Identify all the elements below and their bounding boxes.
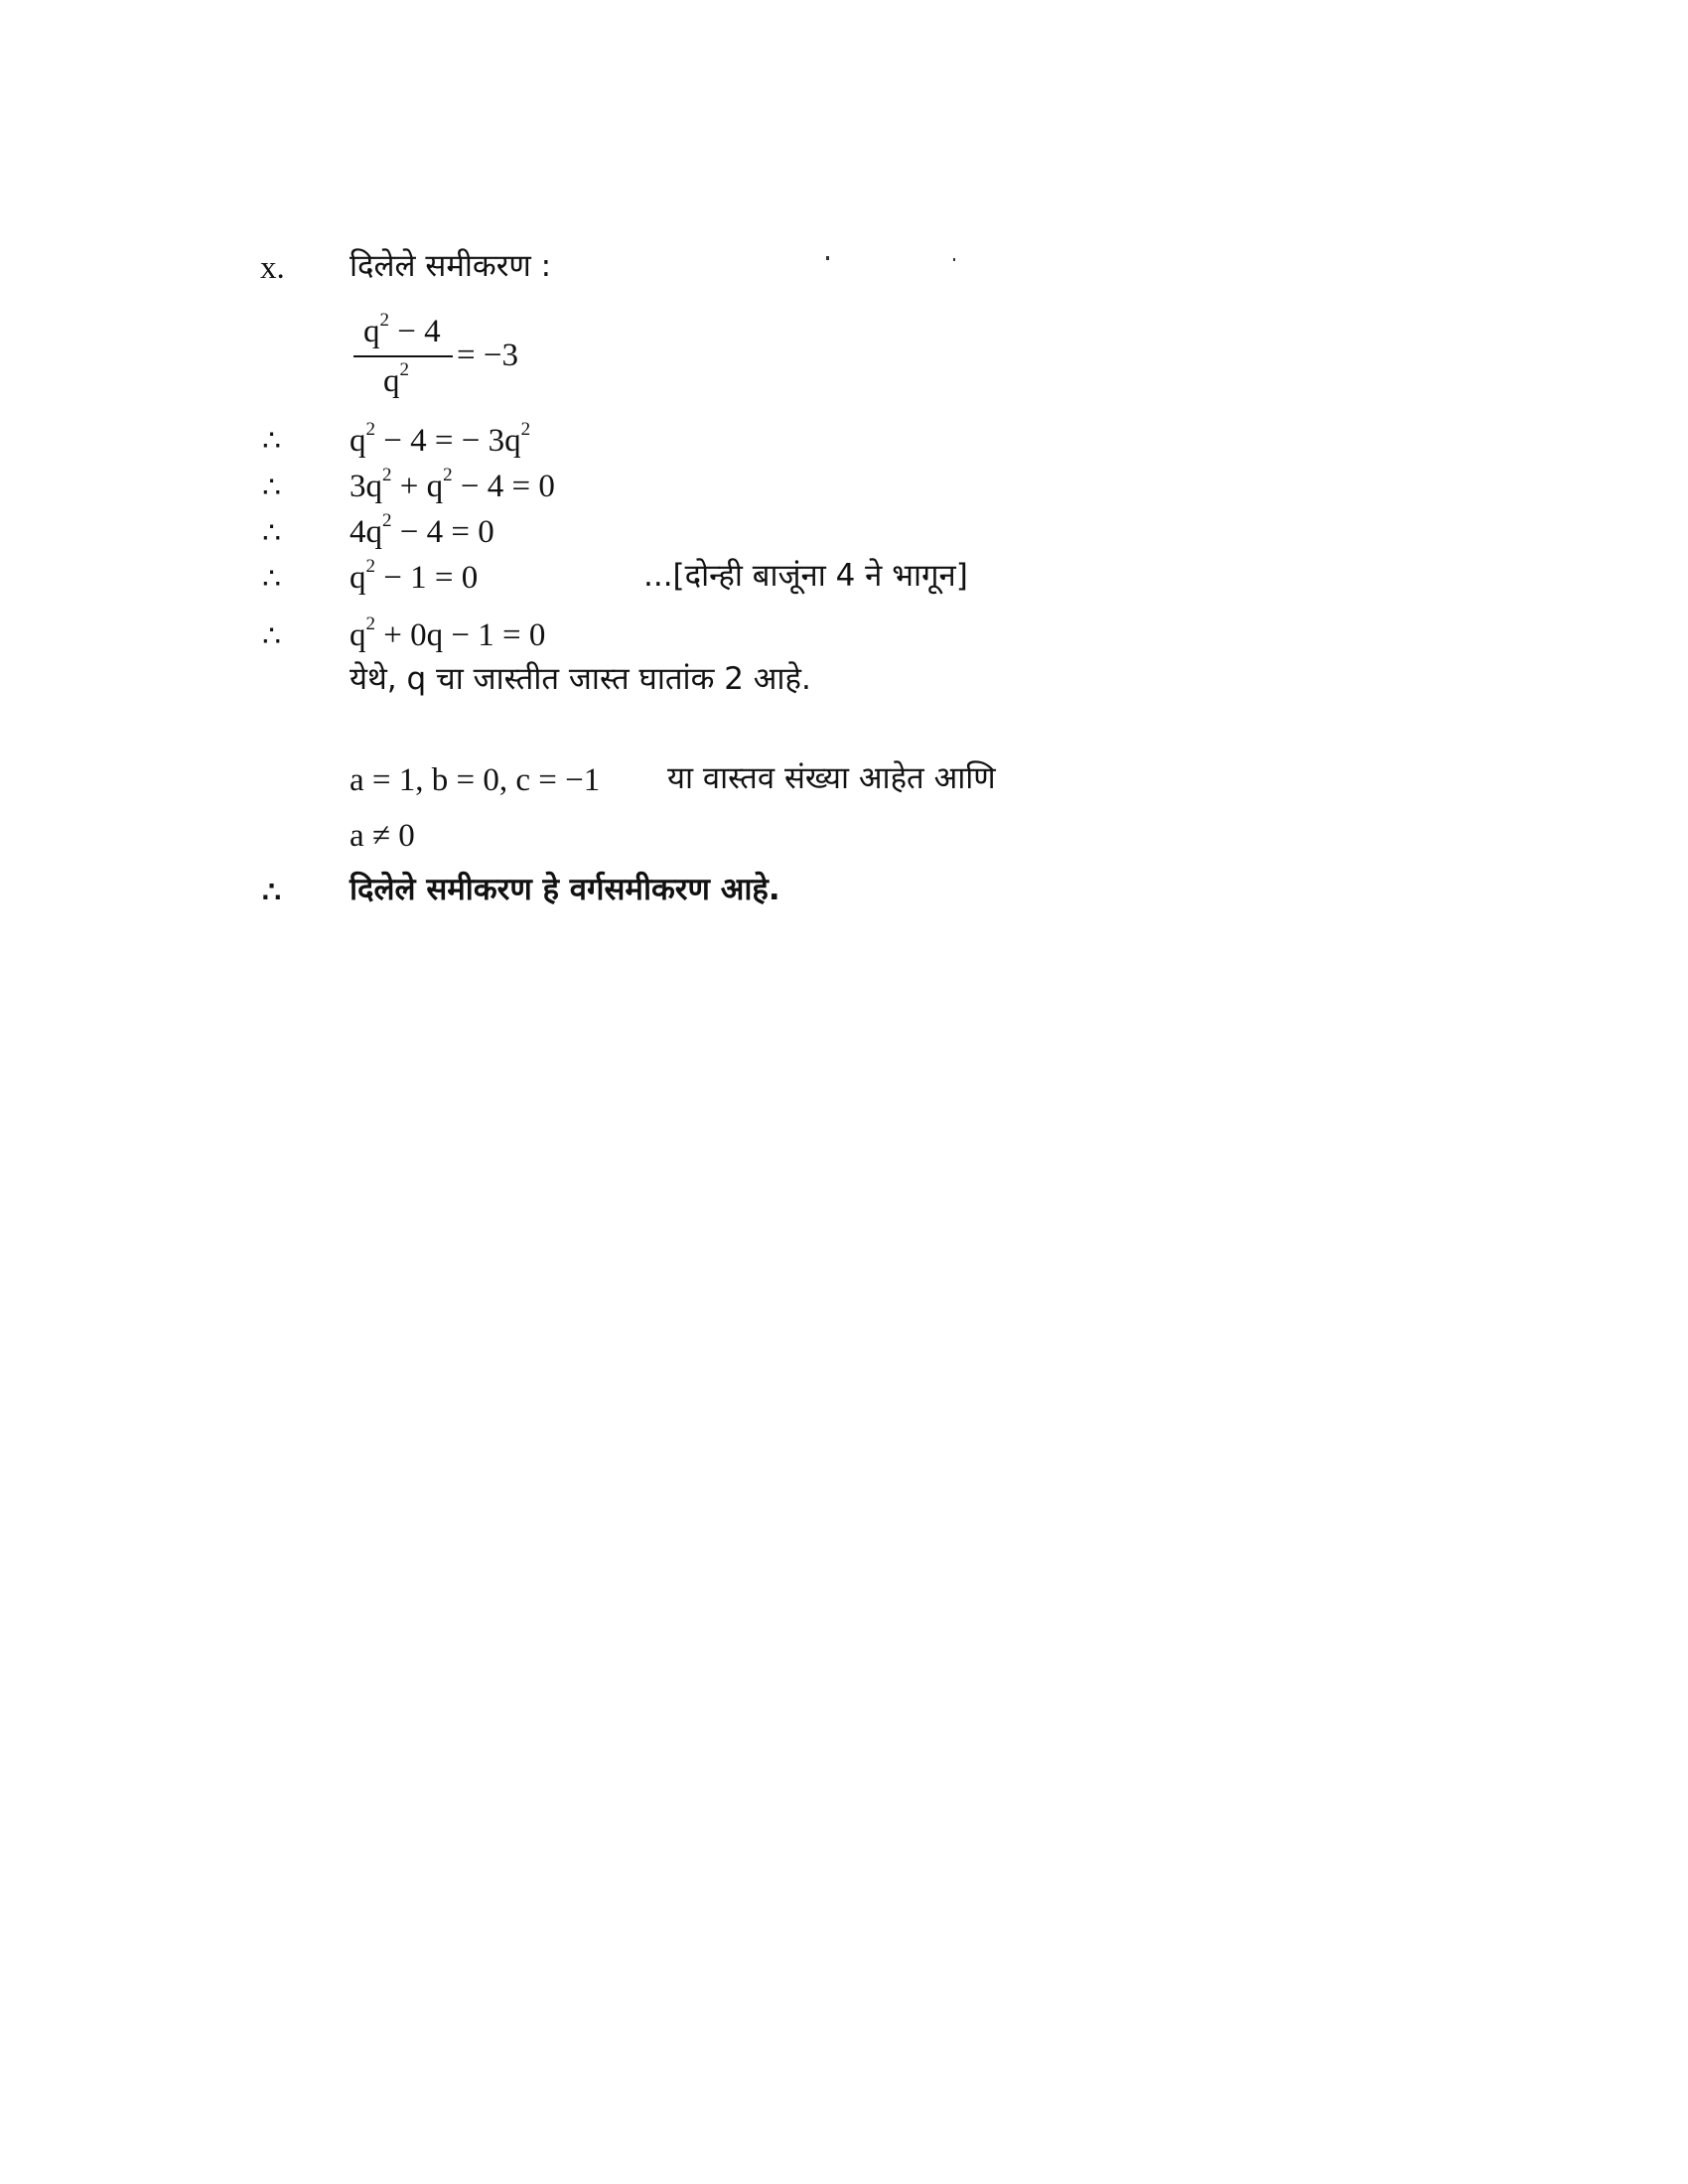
step-4-exponent: 2: [365, 556, 375, 577]
coefficients-text: या वास्तव संख्या आहेत आणि: [667, 760, 996, 796]
therefore-symbol: ∴: [262, 472, 282, 504]
step-5-exponent: 2: [365, 614, 375, 634]
scan-speck: [953, 258, 955, 261]
scan-speck: [826, 256, 829, 260]
step-1-rest: − 4 = − 3q: [375, 423, 521, 459]
nonzero-condition: a ≠ 0: [350, 818, 415, 854]
fraction-bar: [353, 355, 453, 357]
step-3-exponent: 2: [382, 510, 392, 531]
therefore-symbol: ∴: [262, 563, 282, 596]
fraction-numerator: [363, 312, 441, 351]
step-5-rest: + 0q − 1 = 0: [375, 617, 546, 653]
step-2-term-2: + q: [391, 469, 444, 504]
numerator-exponent: 2: [379, 310, 389, 331]
therefore-symbol: ∴: [262, 425, 282, 458]
step-5-term: q: [350, 617, 366, 653]
step-4-rest: − 1 = 0: [375, 560, 479, 596]
numerator-rest: − 4: [389, 314, 441, 349]
fraction-equation: [353, 312, 572, 407]
therefore-symbol: ∴: [262, 877, 282, 909]
fraction-denominator: [383, 361, 409, 401]
numerator-base: q: [363, 314, 380, 349]
coefficients: a = 1, b = 0, c = −1: [350, 762, 601, 798]
denominator-base: q: [383, 363, 400, 399]
question-number: x.: [260, 250, 285, 286]
step-2-term: 3q: [350, 469, 382, 504]
step-4-term: q: [350, 560, 366, 596]
step-3-rest: − 4 = 0: [391, 514, 494, 550]
question-heading: दिलेले समीकरण :: [350, 248, 552, 284]
step-2-exponent-2: 2: [443, 465, 453, 485]
step-1-exponent-2: 2: [520, 419, 531, 440]
conclusion: दिलेले समीकरण हे वर्गसमीकरण आहे.: [350, 872, 780, 907]
step-5: [350, 615, 545, 655]
step-3-term: 4q: [350, 514, 382, 550]
step-4: [350, 558, 478, 598]
step-4-note: ...[दोन्ही बाजूंना 4 ने भागून]: [643, 558, 968, 594]
step-1-exponent: 2: [365, 419, 375, 440]
fraction-rhs: = −3: [457, 338, 518, 373]
step-2-rest: − 4 = 0: [452, 469, 555, 504]
denominator-exponent: 2: [399, 359, 409, 380]
step-1: [350, 421, 530, 461]
therefore-symbol: ∴: [262, 517, 282, 550]
step-2-exponent: 2: [382, 465, 392, 485]
therefore-symbol: ∴: [262, 620, 282, 653]
degree-sentence: येथे, q चा जास्तीत जास्त घातांक 2 आहे.: [350, 661, 811, 697]
step-1-term: q: [350, 423, 366, 459]
step-2: [350, 467, 555, 506]
step-3: [350, 512, 494, 552]
